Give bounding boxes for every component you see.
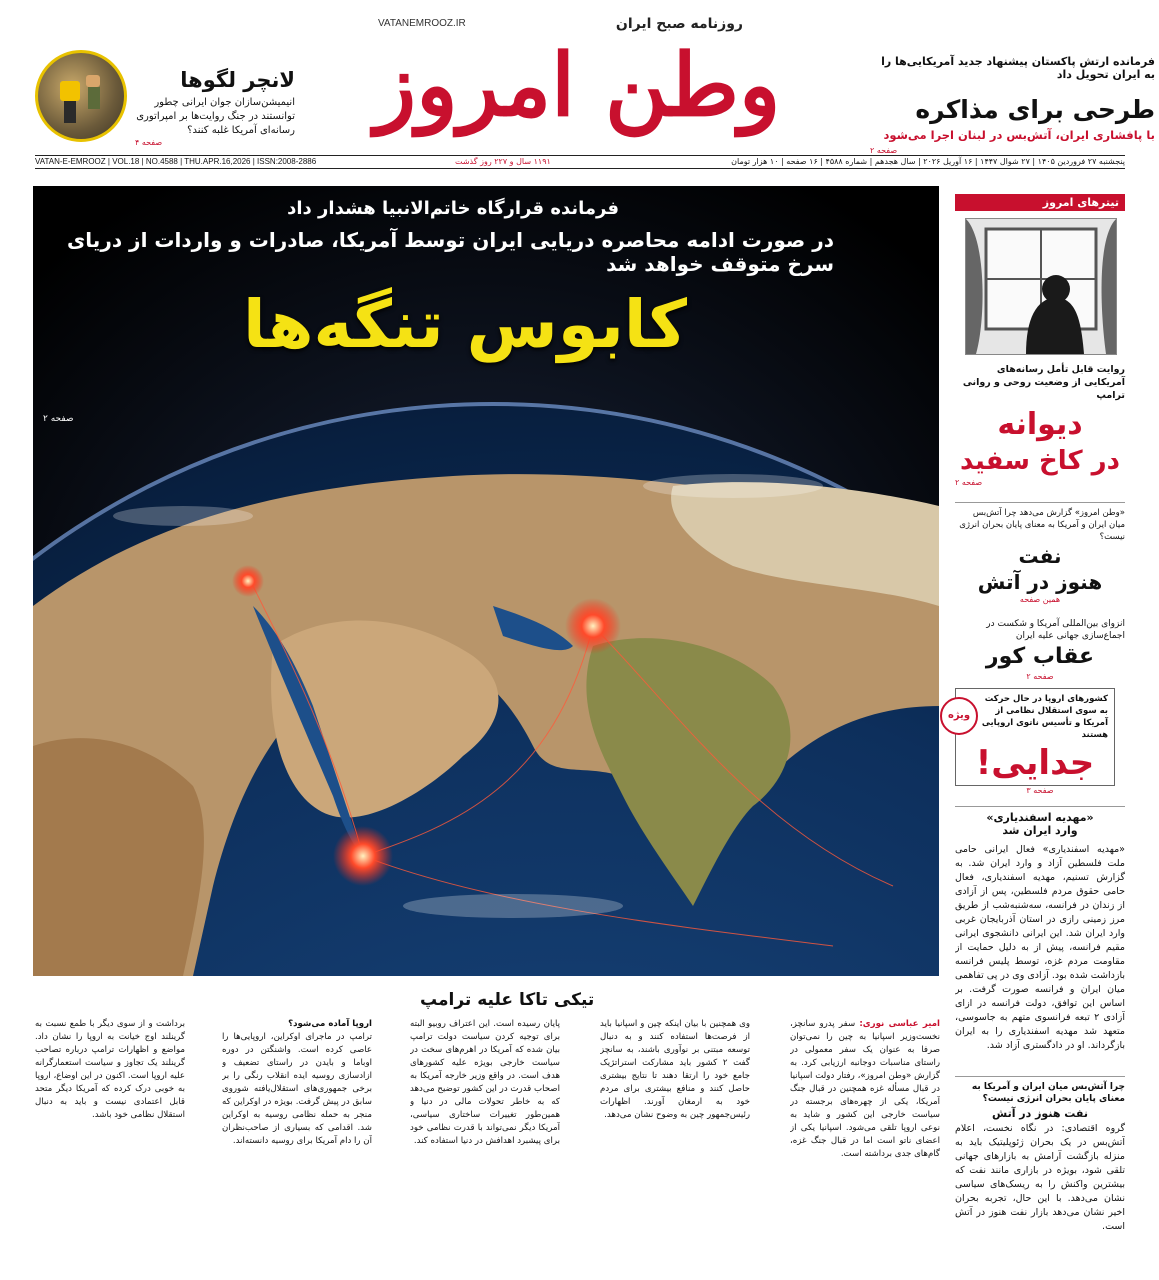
sidebar-item-esfandiari[interactable]	[955, 806, 1125, 1053]
item-headline-2: در کاخ سفید	[960, 446, 1120, 476]
sidebar-item-oil-article[interactable]	[955, 1076, 1125, 1254]
masthead	[0, 0, 1159, 155]
teaser-headline: لانچر لگوها	[180, 68, 295, 92]
hero-kicker: فرمانده قرارگاه خاتم‌الانبیا هشدار داد	[287, 198, 619, 219]
sidebar-headlines	[947, 186, 1125, 1266]
item-caption: «وطن امروز» گزارش می‌دهد چرا آتش‌بس میان ایران و آمریکا به معنای پایان بحران انرژی نیست؟	[959, 508, 1125, 542]
item-headline-2: وارد ایران شد	[1002, 824, 1078, 837]
article-text: ترامپ در ماجرای اوکراین، اروپایی‌ها را عاصی کرده است. واشنگتن در دوره اوباما و بایدن در راستای تضعیف و ازادسازی روسیه ایده انقلاب رنگی را بر برخی جمهوری‌های استقلال‌یافته شوروی سابق در پیش گرفت. بویژه در اوکراین که منجر به حمله نظامی روسیه به اوکراین شد. اقدامی که بسیاری از صاحب‌نظران آن را دام آمریکا برای روسیه دانسته‌اند.	[222, 1032, 372, 1146]
item-headline: نفت هنوز در آتش	[992, 1107, 1088, 1120]
hero-subheadline: در صورت ادامه محاصره دریایی ایران توسط آمریکا، صادرات و واردات از دریای سرخ متوقف خواهد شد	[66, 228, 834, 276]
trump-window-photo	[965, 218, 1117, 355]
article-column-5	[35, 1018, 185, 1268]
article-column-4	[222, 1018, 372, 1268]
item-caption: روایت قابل تأمل رسانه‌های آمریکایی از وضعیت روحی و روانی ترامپ	[962, 364, 1125, 401]
item-body: «مهدیه اسفندیاری» فعال ایرانی حامی ملت فلسطین آزاد و وارد ایران شد. به گزارش تسنیم، مهدیه اسفندیاری، فعال حامی حقوق مردم فلسطین، پس از آزادی از زندان در فرانسه، سه‌شنبه‌شب از طریق مرز زمینی رازی در استان آذربایجان غربی وارد ایران شد. این ایرانی دانشجوی ایرانی مقیم فرانسه، پیش از به دلیل حمایت از مقاومت مردم غزه، توسط پلیس فرانسه بازداشت شده بود. آزادی وی در پی تفاهمی میان ایران و فرانسه صورت گرفت. بر اساس این توافق، دولت فرانسه در ازای آزادی ۲ تبعه فرانسوی متهم به جاسوسی، متعهد شد مهدیه اسفندیاری را به ایران بازگرداند. او در دادگستری آزاد شد.	[955, 844, 1125, 1051]
logo-url: VATANEMROOZ.IR	[378, 18, 466, 29]
item-headline: جدایی!	[975, 743, 1095, 783]
sidebar-section-label: تیترهای امروز	[955, 194, 1125, 211]
sidebar-item-separation[interactable]	[947, 688, 1115, 786]
lego-image	[35, 50, 127, 142]
date-bar-persian: پنجشنبه ۲۷ فروردین ۱۴۰۵ | ۲۷ شوال ۱۴۴۷ | ۱۶ آوریل ۲۰۲۶ | سال هجدهم | شماره ۴۵۸۸ | ۱۶ صفحه | ۱۰ هزار تومان	[731, 157, 1125, 166]
article-column-2	[600, 1018, 750, 1268]
item-headline: دیوانه	[997, 407, 1083, 442]
sidebar-item-oil[interactable]	[955, 502, 1125, 604]
item-headline: «مهدیه اسفندیاری»	[986, 811, 1094, 824]
item-headline: نفت	[1018, 544, 1062, 568]
article-column-3	[410, 1018, 560, 1268]
page-ref: صفحه ۲	[870, 146, 898, 155]
logo-tagline: روزنامه صبح ایران	[615, 16, 743, 32]
page-ref: صفحه ۴	[135, 138, 163, 147]
item-body: گروه اقتصادی: در نگاه نخست، اعلام آتش‌بس در یک بحران ژئوپلیتیک باید به منزله بازگشت آرامش به بازارهای جهانی تلقی شود، بویژه در بازاری مانند نفت که بیشترین واکنش را به ریسک‌های سیاسی نشان می‌دهد. با این حال، تجربه بحران اخیر نشان می‌دهد بازار نفت هنوز در آتش است.	[955, 1123, 1125, 1232]
teaser-sub: با پافشاری ایران، آتش‌بس در لبنان اجرا می‌شود	[883, 128, 1155, 142]
article-text: سفر پدرو سانچز، نخست‌وزیر اسپانیا به چین را نمی‌توان صرفا به عنوان یک سفر معمولی در راستای مناسبات دوجانبه ارزیابی کرد. به گزارش «وطن امروز»، رفتار دولت اسپانیا در قبال مسأله غزه همچنین در قبال جنگ آمریکا، یکی از چهره‌های برجسته در سیاست خارجی این کشور و شاید به نوعی اروپا تلقی می‌شود. اسپانیا یکی از اعضای ناتو است اما در قبال جنگ غزه، گام‌های جدی برداشته است.	[790, 1019, 940, 1159]
item-headline: عقاب کور	[985, 644, 1095, 669]
hero-story[interactable]	[33, 186, 939, 976]
teaser-headline: طرحی برای مذاکره	[915, 95, 1155, 124]
hero-headline: کابوس تنگه‌ها	[243, 286, 688, 363]
page-ref: صفحه ۳	[1026, 786, 1054, 795]
article-text: برداشت و از سوی دیگر با طمع نسبت به گرینلند اوج خیانت به اروپا را نشان داد. مواضع و اظهارات ترامپ درباره تصاحب گرینلند یک تجاوز و سیاست استعمارگرانه علیه اروپا است. اکنون در این اوضاع، اروپا به خوبی درک کرده که آمریکا دیگر متحد قابل اعتمادی نیست و باید به دنبال استقلال نظامی خود باشد.	[35, 1019, 185, 1120]
page-ref: صفحه ۲	[43, 414, 74, 424]
special-badge: ویژه	[940, 697, 978, 735]
bottom-article-title[interactable]: تیکی تاکا علیه ترامپ	[420, 990, 595, 1010]
date-bar	[35, 155, 1125, 169]
page-ref: همین صفحه	[1019, 595, 1061, 604]
item-kicker: چرا آتش‌بس میان ایران و آمریکا به معنای پایان بحران انرژی نیست؟	[971, 1082, 1125, 1104]
teaser-negotiation[interactable]	[870, 55, 1155, 155]
newspaper-logo[interactable]	[300, 16, 855, 142]
article-column-1	[790, 1018, 940, 1268]
page-ref: صفحه ۲	[955, 478, 983, 487]
item-headline-2: هنوز در آتش	[977, 570, 1103, 594]
article-text: وی همچنین با بیان اینکه چین و اسپانیا باید از فرصت‌ها استفاده کنند و به دنبال توسعه مبتنی بر نوآوری باشند، به سانچز گفت ۲ کشور باید مشارکت استراتژیک جامع خود را ارتقا دهند تا نتایج بیشتری حاصل کنند و منافع بیشتری برای مردم خود به ارمغان آورند. اظهارات رئیس‌جمهور چین به وضوح نشان می‌دهد.	[600, 1019, 750, 1120]
article-author: امیر عباسی نوری:	[859, 1019, 940, 1029]
teaser-body: انیمیشن‌سازان جوان ایرانی چطور توانستند در جنگ روایت‌ها بر امپراتوری رسانه‌ای آمریکا غلبه کنند؟	[136, 97, 295, 136]
sidebar-item-trump[interactable]	[955, 218, 1125, 487]
article-subhead: اروپا آماده می‌شود؟	[288, 1019, 372, 1029]
article-text: پایان رسیده است. این اعتراف روبیو البته برای توجیه کردن سیاست دولت ترامپ بیان شده که آمریکا در اهرم‌های سخت در سیاست خارجی بویژه علیه کشورهای هدف است. در واقع وزیر خارجه آمریکا به اصحاب قدرت در این کشور توضیح می‌دهد که به خاطر تحولات مالی در دنیا و همین‌طور تغییرات ساختاری سیاسی، آمریکا دیگر نمی‌تواند با قدرت نظامی خود برای پیشبرد اهدافش در دنیا استفاده کند.	[410, 1019, 560, 1146]
date-bar-latin: VATAN-E-EMROOZ | VOL.18 | NO.4588 | THU.APR.16,2026 | ISSN:2008-2886	[35, 157, 317, 166]
page-ref: صفحه ۲	[1026, 672, 1054, 681]
sidebar-item-blind-eagle[interactable]	[955, 618, 1125, 681]
item-caption: کشورهای اروپا در حال حرکت به سوی استقلال نظامی از آمریکا و تأسیس ناتوی اروپایی هستند	[981, 694, 1108, 740]
logo-wordmark: وطن امروز	[374, 35, 781, 136]
date-bar-center: ۱۱۹۱ سال و ۲۲۷ روز گذشت	[455, 157, 551, 166]
teaser-kicker: فرمانده ارتش پاکستان پیشنهاد جدید آمریکایی‌ها را به ایران تحویل داد	[881, 55, 1155, 81]
item-caption: انزوای بین‌المللی آمریکا و شکست در اجماع‌سازی جهانی علیه ایران	[986, 619, 1125, 641]
